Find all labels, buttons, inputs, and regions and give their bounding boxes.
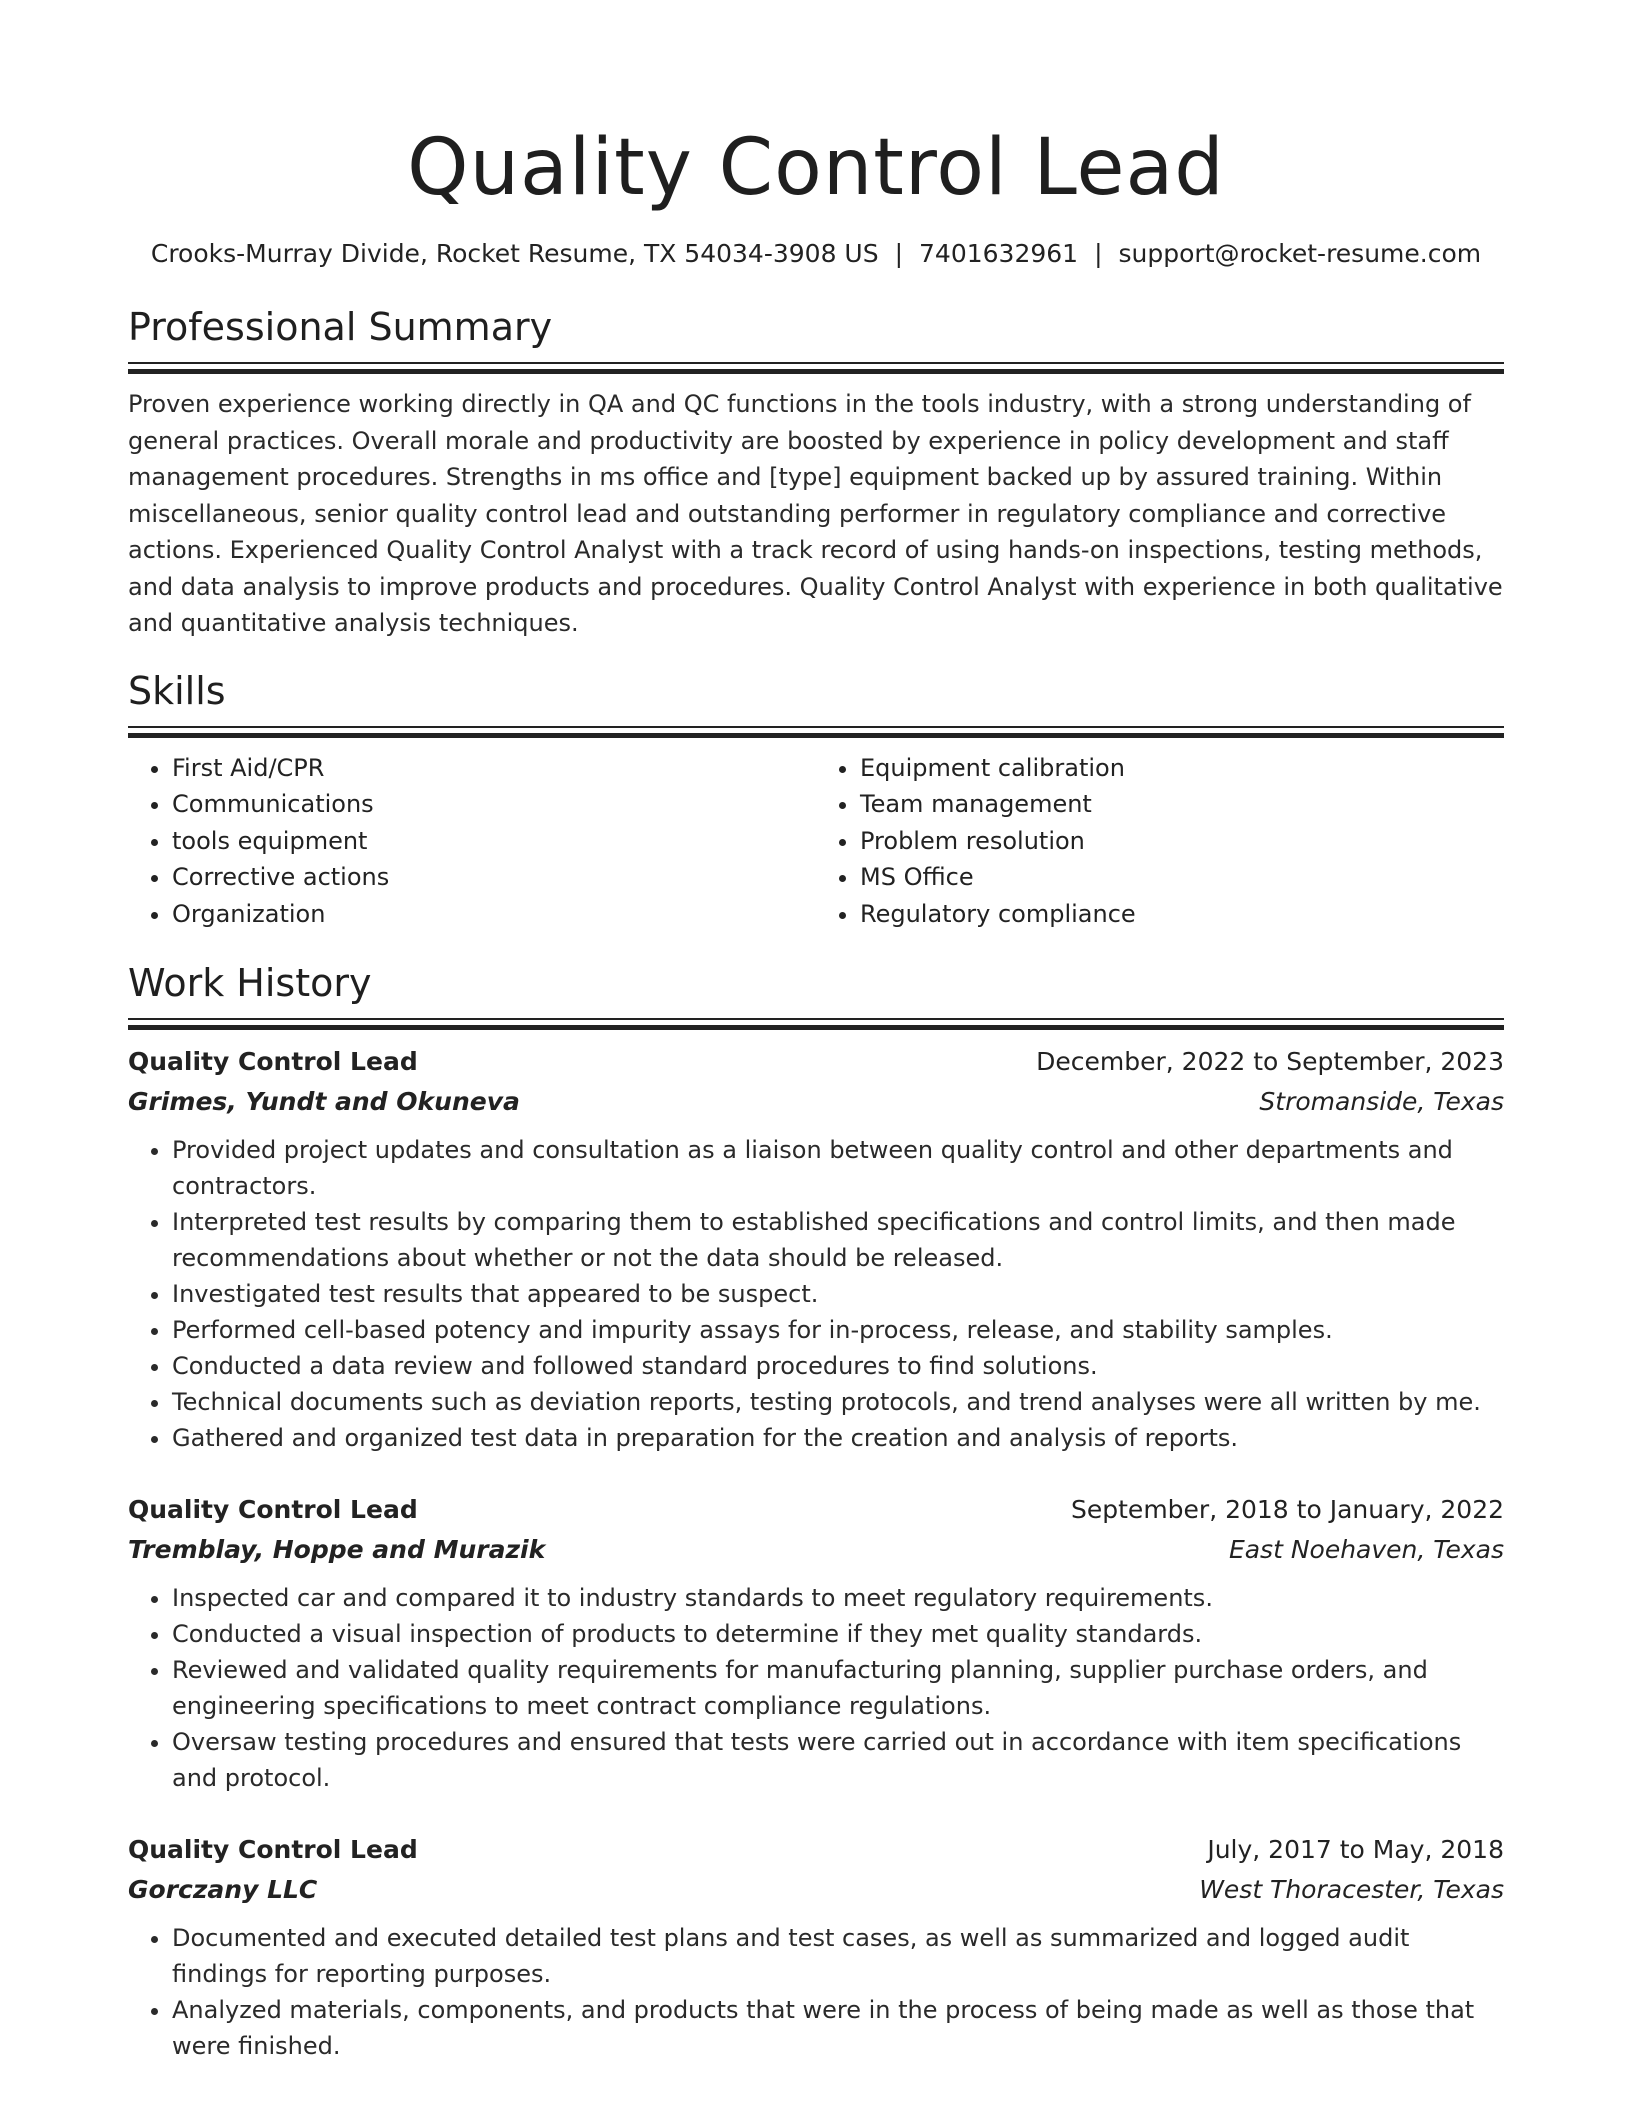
job-header [128, 1490, 1504, 1530]
section-heading-skills: Skills [128, 668, 226, 713]
skill-item: • Problem resolution [860, 823, 1504, 860]
skills-column-left [128, 750, 816, 933]
job-dates: December, 2022 to September, 2023 [1036, 1047, 1504, 1076]
job-location: West Thoracester, Texas [1199, 1875, 1504, 1904]
job-bullets [128, 1132, 1504, 1456]
job-bullet: • Reviewed and validated quality requirements for manufacturing planning, supplier purchase orders, and engineering specifications to meet contract compliance regulations. [172, 1652, 1504, 1724]
job-bullets [128, 1580, 1504, 1796]
job-title: Quality Control Lead [128, 1495, 418, 1524]
skill-item: • Equipment calibration [860, 750, 1504, 787]
skill-item: • Regulatory compliance [860, 896, 1504, 933]
skill-item: • First Aid/CPR [172, 750, 816, 787]
job-entry [128, 1830, 1504, 2064]
skills-column-right [816, 750, 1504, 933]
job-entry [128, 1042, 1504, 1456]
contact-separator: | [894, 239, 904, 268]
contact-email: support@rocket-resume.com [1118, 239, 1482, 268]
skill-item: • MS Office [860, 859, 1504, 896]
job-bullet: • Analyzed materials, components, and products that were in the process of being made as well as those that were finished. [172, 1992, 1504, 2064]
job-subheader [128, 1530, 1504, 1570]
job-bullet: • Technical documents such as deviation reports, testing protocols, and trend analyses were all written by me. [172, 1384, 1504, 1420]
section-heading-work-history: Work History [128, 961, 372, 1005]
job-dates: September, 2018 to January, 2022 [1071, 1495, 1504, 1524]
job-bullet: • Provided project updates and consultation as a liaison between quality control and other departments and contractors. [172, 1132, 1504, 1204]
job-bullet: • Oversaw testing procedures and ensured that tests were carried out in accordance with item specifications and protocol. [172, 1724, 1504, 1796]
job-bullet: • Inspected car and compared it to industry standards to meet regulatory requirements. [172, 1580, 1504, 1616]
contact-line [128, 236, 1504, 272]
job-header [128, 1830, 1504, 1870]
section-heading-summary: Professional Summary [128, 305, 553, 349]
job-title: Quality Control Lead [128, 1047, 418, 1076]
job-title: Quality Control Lead [128, 1835, 418, 1864]
job-bullet: • Documented and executed detailed test plans and test cases, as well as summarized and logged audit findings for reporting purposes. [172, 1920, 1504, 1992]
job-location: Stromanside, Texas [1259, 1087, 1504, 1116]
summary-text: Proven experience working directly in QA and QC functions in the tools industry, with a strong understanding of general practices. Overall morale and productivity are boosted by experience in policy development and staff management procedures. Strengths in ms office and [type] equipment backed up by assured training. Within miscellaneous, senior quality control lead and outstanding performer in regulatory compliance and corrective actions. Experienced Quality Control Analyst with a track record of using hands-on inspections, testing methods, and data analysis to improve products and procedures. Quality Control Analyst with experience in both qualitative and quantitative analysis techniques. [128, 390, 1503, 637]
job-bullet: • Investigated test results that appeared to be suspect. [172, 1276, 1504, 1312]
summary-section [128, 302, 1504, 642]
skill-item: • Organization [172, 896, 816, 933]
section-divider [128, 362, 1504, 372]
contact-phone: 7401632961 [919, 239, 1079, 268]
job-subheader [128, 1082, 1504, 1122]
job-dates: July, 2017 to May, 2018 [1207, 1835, 1504, 1864]
job-subheader [128, 1870, 1504, 1910]
job-bullet: • Interpreted test results by comparing them to established specifications and control limits, and then made recommendations about whether or not the data should be released. [172, 1204, 1504, 1276]
skill-item: • Team management [860, 786, 1504, 823]
job-header [128, 1042, 1504, 1082]
skills-list [128, 750, 1504, 933]
skill-item: • Communications [172, 786, 816, 823]
work-history-section [128, 958, 1504, 2064]
job-company: Grimes, Yundt and Okuneva [128, 1087, 520, 1116]
section-divider [128, 726, 1504, 736]
skill-item: • tools equipment [172, 823, 816, 860]
skill-item: • Corrective actions [172, 859, 816, 896]
section-divider [128, 1018, 1504, 1028]
job-bullet: • Conducted a visual inspection of products to determine if they met quality standards. [172, 1616, 1504, 1652]
resume-page [128, 118, 1504, 2064]
skills-section [128, 666, 1504, 933]
job-company: Gorczany LLC [128, 1875, 318, 1904]
job-bullets [128, 1920, 1504, 2064]
job-bullet: • Performed cell-based potency and impurity assays for in-process, release, and stability samples. [172, 1312, 1504, 1348]
job-entry [128, 1490, 1504, 1796]
resume-title: Quality Control Lead [407, 123, 1225, 213]
contact-separator: | [1094, 239, 1103, 268]
job-bullet: • Gathered and organized test data in preparation for the creation and analysis of reports. [172, 1420, 1504, 1456]
contact-address: Crooks-Murray Divide, Rocket Resume, TX 54034-3908 US [150, 239, 879, 268]
job-company: Tremblay, Hoppe and Murazik [128, 1535, 546, 1564]
job-bullet: • Conducted a data review and followed standard procedures to find solutions. [172, 1348, 1504, 1384]
job-location: East Noehaven, Texas [1228, 1535, 1504, 1564]
